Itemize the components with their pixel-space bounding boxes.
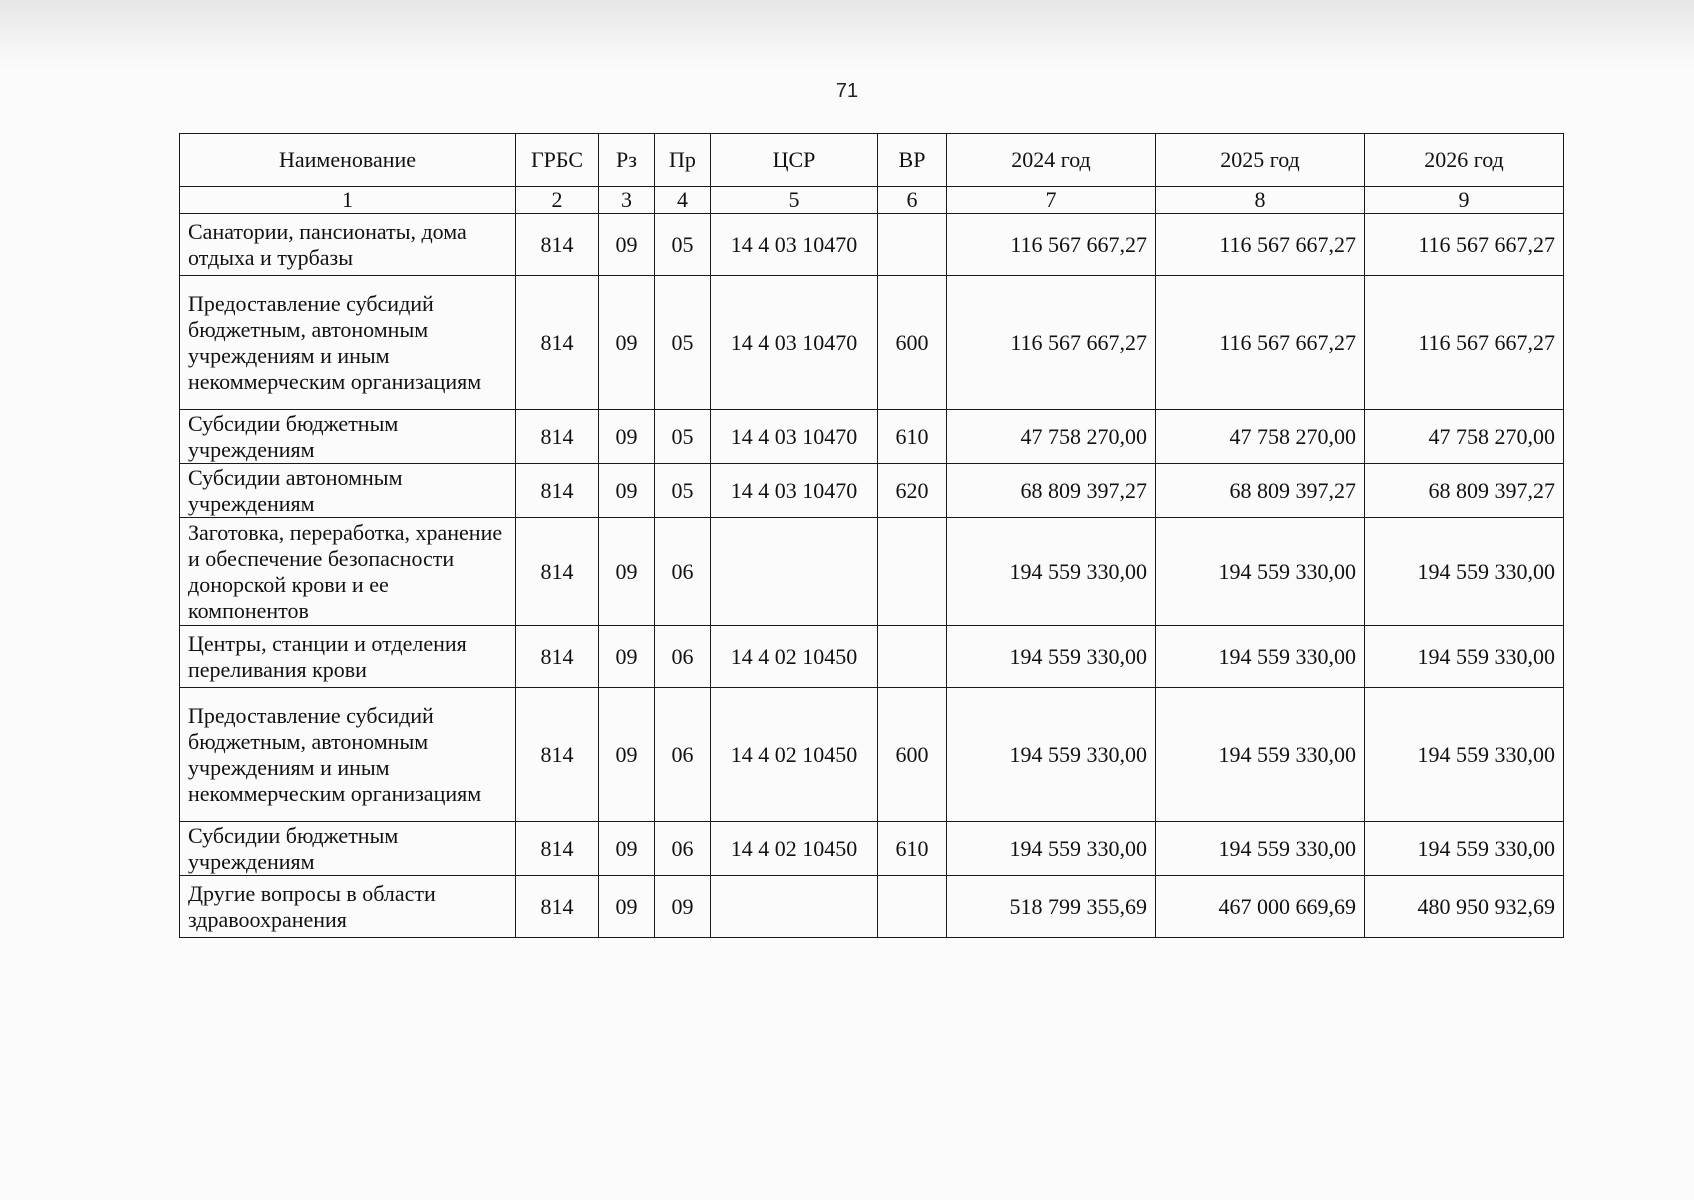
row-2026: 194 559 330,00 [1365, 518, 1564, 626]
table-row [180, 626, 1564, 688]
column-number: 1 [180, 187, 516, 214]
row-rz: 09 [599, 464, 655, 518]
row-rz: 09 [599, 276, 655, 410]
table-row [180, 214, 1564, 276]
row-2025: 194 559 330,00 [1156, 822, 1365, 876]
row-name: Субсидии бюджетным учреждениям [180, 822, 516, 876]
row-rz: 09 [599, 822, 655, 876]
row-grbs: 814 [516, 688, 599, 822]
row-2025: 116 567 667,27 [1156, 276, 1365, 410]
header-grbs: ГРБС [516, 134, 599, 187]
row-rz: 09 [599, 214, 655, 276]
row-2026: 194 559 330,00 [1365, 626, 1564, 688]
row-2026: 194 559 330,00 [1365, 688, 1564, 822]
row-2024: 194 559 330,00 [947, 688, 1156, 822]
column-number: 8 [1156, 187, 1365, 214]
row-vr [878, 876, 947, 938]
row-grbs: 814 [516, 626, 599, 688]
table-row [180, 276, 1564, 410]
table-row [180, 822, 1564, 876]
row-csr: 14 4 02 10450 [711, 626, 878, 688]
row-csr: 14 4 03 10470 [711, 214, 878, 276]
row-2026: 194 559 330,00 [1365, 822, 1564, 876]
row-csr [711, 518, 878, 626]
row-pr: 06 [655, 688, 711, 822]
column-number: 5 [711, 187, 878, 214]
row-grbs: 814 [516, 876, 599, 938]
row-vr: 600 [878, 276, 947, 410]
row-csr: 14 4 03 10470 [711, 410, 878, 464]
row-2025: 116 567 667,27 [1156, 214, 1365, 276]
row-2024: 47 758 270,00 [947, 410, 1156, 464]
row-2026: 116 567 667,27 [1365, 276, 1564, 410]
row-csr [711, 876, 878, 938]
row-csr: 14 4 02 10450 [711, 822, 878, 876]
row-name: Заготовка, переработка, хранение и обеспечение безопасности донорской крови и ее компонентов [180, 518, 516, 626]
row-vr [878, 214, 947, 276]
row-2025: 467 000 669,69 [1156, 876, 1365, 938]
row-csr: 14 4 02 10450 [711, 688, 878, 822]
row-name: Субсидии бюджетным учреждениям [180, 410, 516, 464]
row-2025: 68 809 397,27 [1156, 464, 1365, 518]
row-csr: 14 4 03 10470 [711, 276, 878, 410]
row-pr: 06 [655, 626, 711, 688]
row-2024: 194 559 330,00 [947, 626, 1156, 688]
row-2024: 116 567 667,27 [947, 276, 1156, 410]
table-row [180, 876, 1564, 938]
row-rz: 09 [599, 688, 655, 822]
row-rz: 09 [599, 626, 655, 688]
row-name: Предоставление субсидий бюджетным, автономным учреждениям и иным некоммерческим организациям [180, 688, 516, 822]
row-name: Предоставление субсидий бюджетным, автономным учреждениям и иным некоммерческим организациям [180, 276, 516, 410]
row-2026: 116 567 667,27 [1365, 214, 1564, 276]
row-2024: 116 567 667,27 [947, 214, 1156, 276]
row-pr: 05 [655, 410, 711, 464]
scan-shading [0, 0, 1694, 70]
row-2024: 194 559 330,00 [947, 822, 1156, 876]
row-pr: 05 [655, 276, 711, 410]
row-vr: 620 [878, 464, 947, 518]
row-grbs: 814 [516, 518, 599, 626]
row-pr: 09 [655, 876, 711, 938]
row-pr: 06 [655, 822, 711, 876]
row-2024: 518 799 355,69 [947, 876, 1156, 938]
table-row [180, 518, 1564, 626]
row-2025: 194 559 330,00 [1156, 626, 1365, 688]
row-rz: 09 [599, 410, 655, 464]
row-2024: 194 559 330,00 [947, 518, 1156, 626]
row-pr: 06 [655, 518, 711, 626]
budget-table [179, 133, 1564, 938]
row-rz: 09 [599, 876, 655, 938]
row-2026: 68 809 397,27 [1365, 464, 1564, 518]
row-2026: 47 758 270,00 [1365, 410, 1564, 464]
table-row [180, 688, 1564, 822]
row-grbs: 814 [516, 410, 599, 464]
column-number: 4 [655, 187, 711, 214]
row-name: Санатории, пансионаты, дома отдыха и турбазы [180, 214, 516, 276]
header-pr: Пр [655, 134, 711, 187]
page-number: 71 [835, 80, 859, 102]
row-name: Субсидии автономным учреждениям [180, 464, 516, 518]
row-vr [878, 518, 947, 626]
table-row [180, 410, 1564, 464]
header-vr: ВР [878, 134, 947, 187]
row-vr: 610 [878, 410, 947, 464]
column-number: 7 [947, 187, 1156, 214]
header-rz: Рз [599, 134, 655, 187]
row-grbs: 814 [516, 464, 599, 518]
column-number: 3 [599, 187, 655, 214]
row-name: Другие вопросы в области здравоохранения [180, 876, 516, 938]
header-2026: 2026 год [1365, 134, 1564, 187]
column-number: 2 [516, 187, 599, 214]
header-csr: ЦСР [711, 134, 878, 187]
row-pr: 05 [655, 214, 711, 276]
row-vr: 610 [878, 822, 947, 876]
column-number: 9 [1365, 187, 1564, 214]
row-name: Центры, станции и отделения переливания крови [180, 626, 516, 688]
row-vr [878, 626, 947, 688]
row-2025: 194 559 330,00 [1156, 518, 1365, 626]
header-2025: 2025 год [1156, 134, 1365, 187]
column-number-row [180, 187, 1564, 214]
row-pr: 05 [655, 464, 711, 518]
row-grbs: 814 [516, 276, 599, 410]
column-number: 6 [878, 187, 947, 214]
header-2024: 2024 год [947, 134, 1156, 187]
table-row [180, 464, 1564, 518]
header-name: Наименование [180, 134, 516, 187]
row-2025: 47 758 270,00 [1156, 410, 1365, 464]
row-grbs: 814 [516, 214, 599, 276]
row-vr: 600 [878, 688, 947, 822]
header-row [180, 134, 1564, 187]
row-2026: 480 950 932,69 [1365, 876, 1564, 938]
row-rz: 09 [599, 518, 655, 626]
row-csr: 14 4 03 10470 [711, 464, 878, 518]
row-2025: 194 559 330,00 [1156, 688, 1365, 822]
row-grbs: 814 [516, 822, 599, 876]
row-2024: 68 809 397,27 [947, 464, 1156, 518]
